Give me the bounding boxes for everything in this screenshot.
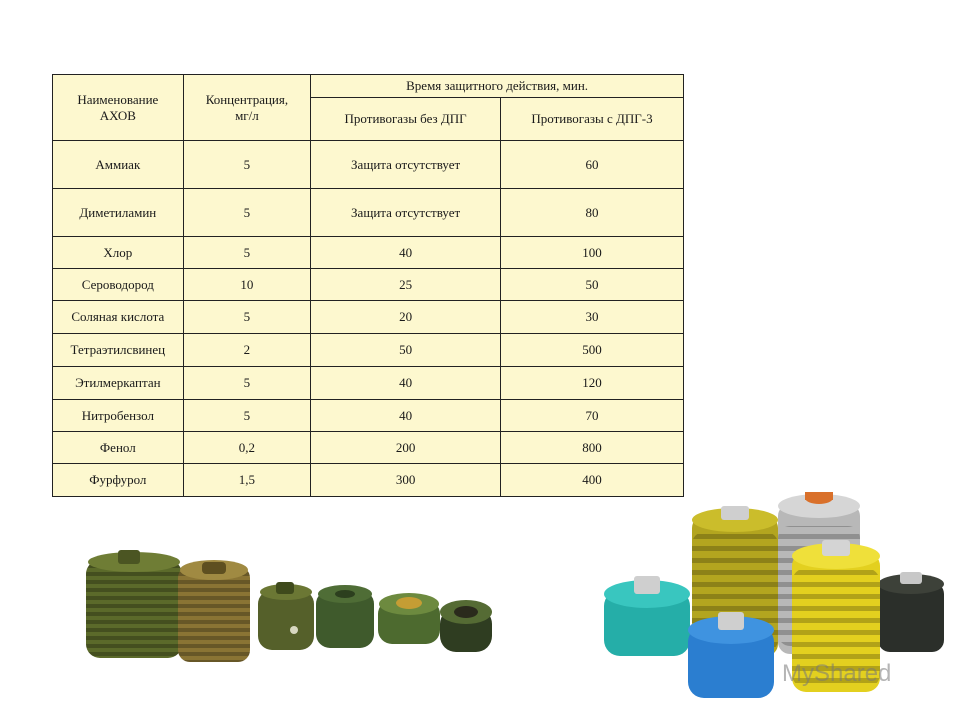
cell-name: Сероводород: [53, 269, 184, 301]
cell-without: 40: [311, 367, 501, 400]
cell-conc: 0,2: [183, 432, 311, 464]
cell-name: Фенол: [53, 432, 184, 464]
table-row: [53, 432, 684, 464]
cell-name: Фурфурол: [53, 464, 184, 497]
cell-without: Защита отсутствует: [311, 189, 501, 237]
cell-with: 100: [501, 237, 684, 269]
brown-cartridge: [178, 560, 250, 662]
cell-with: 30: [501, 301, 684, 334]
cell-with: 50: [501, 269, 684, 301]
cell-with: 120: [501, 367, 684, 400]
cell-with: 400: [501, 464, 684, 497]
olive-cartridge: [86, 550, 182, 658]
myshared-watermark: MyShared: [782, 660, 892, 687]
cell-without: 40: [311, 237, 501, 269]
cell-name: Тетраэтилсвинец: [53, 334, 184, 367]
cell-without: Защита отсутствует: [311, 141, 501, 189]
table-row: [53, 301, 684, 334]
cell-conc: 5: [183, 400, 311, 432]
header-name: Наименование АХОВ: [53, 75, 184, 141]
teal-cartridge: [604, 576, 690, 656]
cell-with: 500: [501, 334, 684, 367]
cell-without: 25: [311, 269, 501, 301]
cell-conc: 5: [183, 367, 311, 400]
table-row: [53, 237, 684, 269]
header-protection-time: Время защитного действия, мин.: [311, 75, 684, 98]
cell-without: 300: [311, 464, 501, 497]
cell-with: 800: [501, 432, 684, 464]
cell-name: Нитробензол: [53, 400, 184, 432]
cell-conc: 10: [183, 269, 311, 301]
flat-green-cartridge: [378, 593, 440, 644]
cell-with: 80: [501, 189, 684, 237]
table-row: [53, 141, 684, 189]
dark-disc-cartridge: [440, 600, 492, 652]
cell-conc: 5: [183, 301, 311, 334]
cell-conc: 5: [183, 189, 311, 237]
cell-name: Диметиламин: [53, 189, 184, 237]
cell-with: 60: [501, 141, 684, 189]
black-cartridge: [878, 572, 944, 652]
old-filter-cartridges-image: [80, 548, 500, 666]
cell-name: Соляная кислота: [53, 301, 184, 334]
header-without-dpg: Противогазы без ДПГ: [311, 98, 501, 141]
table-row: [53, 269, 684, 301]
modern-filter-cartridges-image: [600, 486, 950, 706]
cell-conc: 2: [183, 334, 311, 367]
small-olive-cartridge: [258, 582, 314, 650]
cell-conc: 5: [183, 237, 311, 269]
green-cartridge: [316, 585, 374, 648]
table-row: [53, 367, 684, 400]
table-row: [53, 189, 684, 237]
protection-time-table: [52, 74, 684, 497]
table-row: [53, 334, 684, 367]
cell-name: Аммиак: [53, 141, 184, 189]
cell-without: 200: [311, 432, 501, 464]
cell-conc: 1,5: [183, 464, 311, 497]
table-row: [53, 400, 684, 432]
cell-name: Хлор: [53, 237, 184, 269]
cell-without: 50: [311, 334, 501, 367]
cell-with: 70: [501, 400, 684, 432]
header-with-dpg3: Противогазы с ДПГ-3: [501, 98, 684, 141]
header-concentration: Концентрация, мг/л: [183, 75, 311, 141]
cell-conc: 5: [183, 141, 311, 189]
cell-without: 20: [311, 301, 501, 334]
cell-without: 40: [311, 400, 501, 432]
table-row: [53, 464, 684, 497]
cell-name: Этилмеркаптан: [53, 367, 184, 400]
blue-cartridge: [688, 612, 774, 698]
